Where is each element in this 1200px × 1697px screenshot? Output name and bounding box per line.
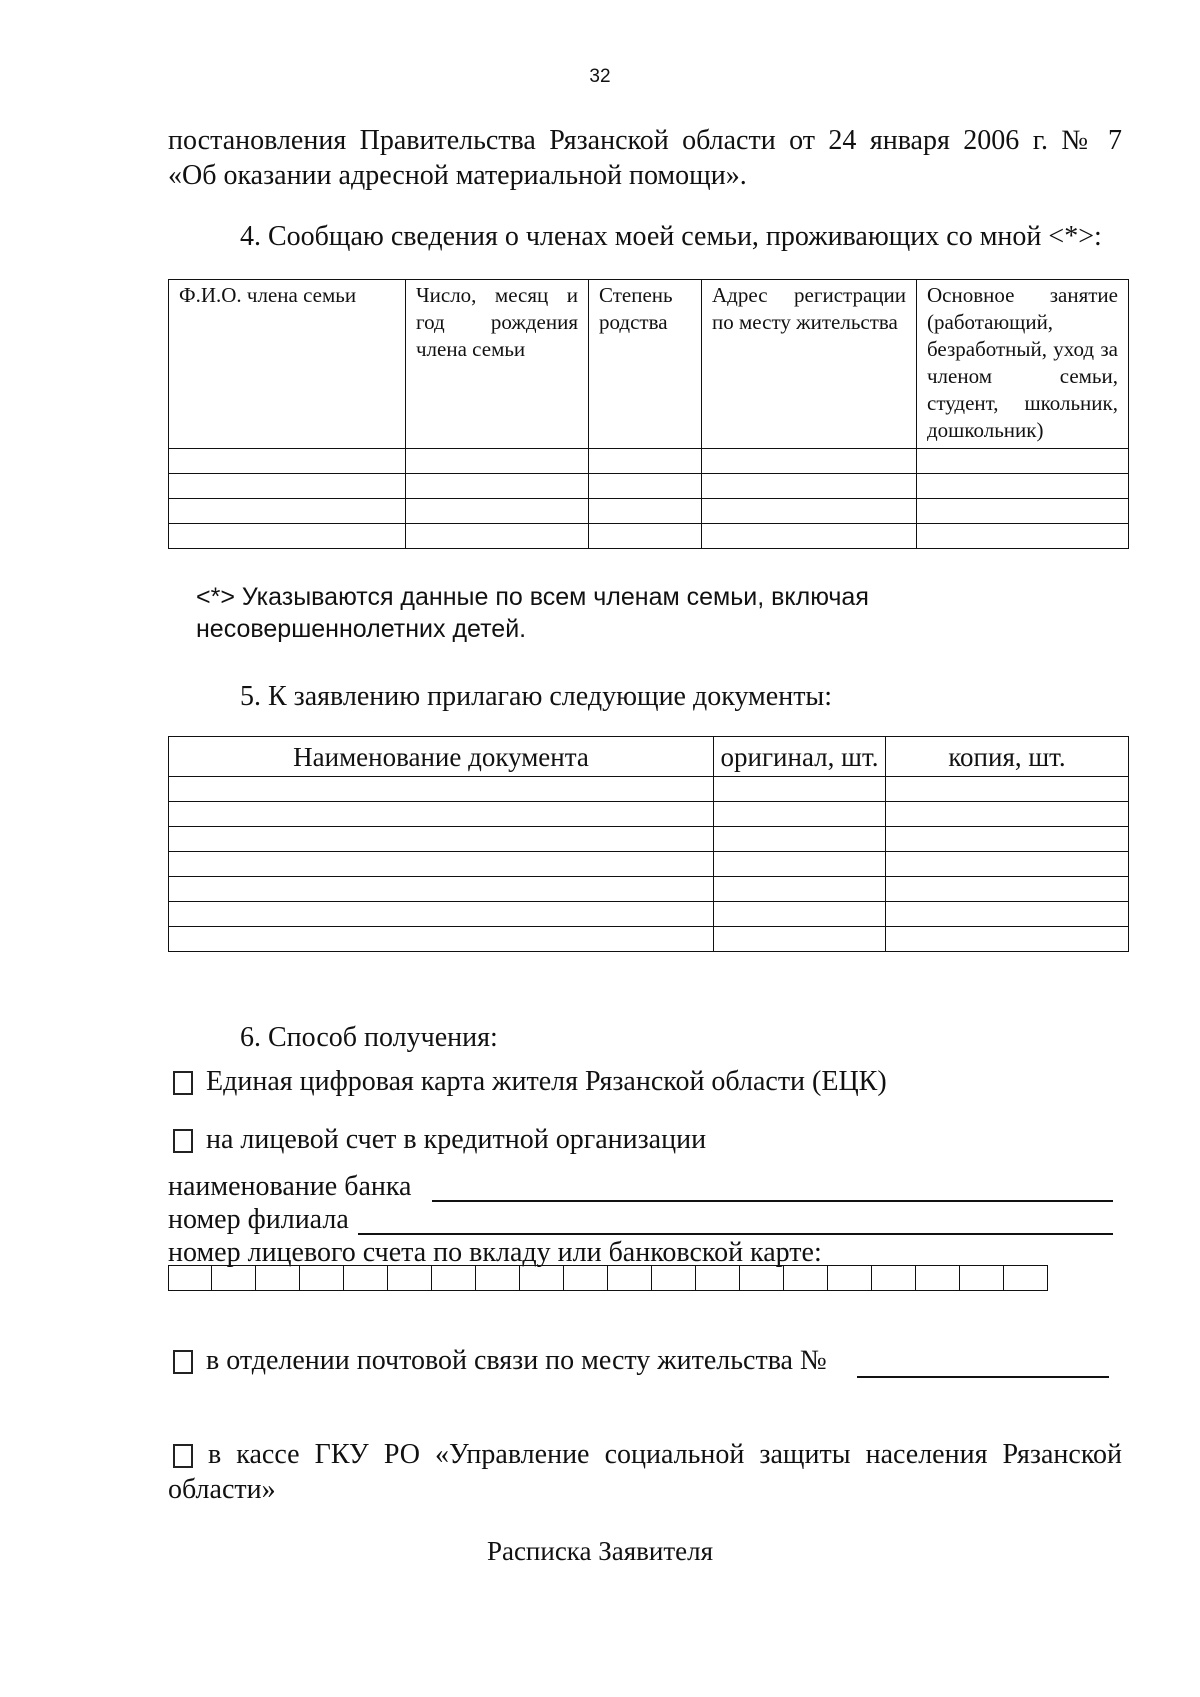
table-cell[interactable] <box>886 802 1129 827</box>
table-cell[interactable] <box>406 449 589 474</box>
table-cell[interactable] <box>406 474 589 499</box>
account-digit-box[interactable] <box>608 1265 652 1291</box>
column-header-copy-count: копия, шт. <box>886 737 1129 777</box>
account-digit-box[interactable] <box>916 1265 960 1291</box>
family-members-table <box>168 279 1129 549</box>
post-office-number-field[interactable] <box>857 1376 1109 1378</box>
table-row <box>169 524 1129 549</box>
table-row <box>169 902 1129 927</box>
table-row <box>169 827 1129 852</box>
section6-heading: 6. Способ получения: <box>240 1022 498 1053</box>
table-cell[interactable] <box>886 927 1129 952</box>
account-number-boxes <box>168 1265 1048 1291</box>
account-option-label: на лицевой счет в кредитной организации <box>206 1124 707 1155</box>
table-cell[interactable] <box>886 902 1129 927</box>
account-digit-box[interactable] <box>652 1265 696 1291</box>
table-cell[interactable] <box>169 449 406 474</box>
table-cell[interactable] <box>714 927 886 952</box>
table-cell[interactable] <box>169 777 714 802</box>
column-header-kinship: Степень родства <box>589 280 702 449</box>
table-cell[interactable] <box>589 524 702 549</box>
table-cell[interactable] <box>169 827 714 852</box>
bank-name-field[interactable] <box>432 1200 1113 1202</box>
account-digit-box[interactable] <box>564 1265 608 1291</box>
account-digit-box[interactable] <box>872 1265 916 1291</box>
table-row <box>169 449 1129 474</box>
account-digit-box[interactable] <box>784 1265 828 1291</box>
intro-line-2: «Об оказании адресной материальной помощи». <box>168 160 747 191</box>
account-number-label: номер лицевого счета по вкладу или банковской карте: <box>168 1237 822 1268</box>
table-cell[interactable] <box>406 499 589 524</box>
column-header-document-name: Наименование документа <box>169 737 714 777</box>
table-cell[interactable] <box>169 524 406 549</box>
account-digit-box[interactable] <box>520 1265 564 1291</box>
table-cell[interactable] <box>714 802 886 827</box>
cash-office-option-label: в кассе ГКУ РО «Управление социальной защиты населения Рязанской <box>208 1439 1122 1470</box>
table-cell[interactable] <box>714 827 886 852</box>
post-office-option-label: в отделении почтовой связи по месту жительства № <box>206 1345 827 1376</box>
table-cell[interactable] <box>169 877 714 902</box>
table-cell[interactable] <box>714 777 886 802</box>
intro-line-1: постановления Правительства Рязанской области от 24 января 2006 г. № 7 <box>168 125 1122 156</box>
table-cell[interactable] <box>169 852 714 877</box>
account-digit-box[interactable] <box>300 1265 344 1291</box>
account-digit-box[interactable] <box>388 1265 432 1291</box>
table-row <box>169 802 1129 827</box>
account-digit-box[interactable] <box>212 1265 256 1291</box>
account-digit-box[interactable] <box>740 1265 784 1291</box>
table-cell[interactable] <box>169 927 714 952</box>
branch-number-label: номер филиала <box>168 1204 349 1235</box>
table-cell[interactable] <box>589 474 702 499</box>
table-row <box>169 474 1129 499</box>
table-cell[interactable] <box>169 474 406 499</box>
column-header-address: Адрес регистрации по месту жительства <box>702 280 917 449</box>
section5-heading: 5. К заявлению прилагаю следующие документы: <box>240 681 833 712</box>
column-header-original-count: оригинал, шт. <box>714 737 886 777</box>
table-cell[interactable] <box>406 524 589 549</box>
branch-number-field[interactable] <box>358 1233 1113 1235</box>
table-cell[interactable] <box>714 902 886 927</box>
column-header-full-name: Ф.И.О. члена семьи <box>169 280 406 449</box>
table-cell[interactable] <box>589 449 702 474</box>
post-office-checkbox[interactable] <box>173 1350 193 1374</box>
table-cell[interactable] <box>714 877 886 902</box>
table-row <box>169 499 1129 524</box>
table-row <box>169 927 1129 952</box>
table-row <box>169 877 1129 902</box>
table-cell[interactable] <box>702 499 917 524</box>
account-digit-box[interactable] <box>344 1265 388 1291</box>
table-cell[interactable] <box>589 499 702 524</box>
table-cell[interactable] <box>917 474 1129 499</box>
table-cell[interactable] <box>702 524 917 549</box>
table-cell[interactable] <box>702 474 917 499</box>
table-cell[interactable] <box>169 802 714 827</box>
footnote-line-1: <*> Указываются данные по всем членам семьи, включая <box>196 583 869 611</box>
column-header-occupation: Основное занятие (работающий, безработный, уход за членом семьи, студент, школьник, дошкольник) <box>917 280 1129 449</box>
table-cell[interactable] <box>917 524 1129 549</box>
table-cell[interactable] <box>917 449 1129 474</box>
table-cell[interactable] <box>886 852 1129 877</box>
ecard-checkbox[interactable] <box>173 1071 193 1095</box>
table-cell[interactable] <box>169 902 714 927</box>
account-digit-box[interactable] <box>432 1265 476 1291</box>
account-digit-box[interactable] <box>256 1265 300 1291</box>
account-digit-box[interactable] <box>1004 1265 1048 1291</box>
account-digit-box[interactable] <box>828 1265 872 1291</box>
cash-office-checkbox[interactable] <box>173 1444 193 1468</box>
column-header-birth-date: Число, месяц и год рождения члена семьи <box>406 280 589 449</box>
documents-table <box>168 736 1129 952</box>
account-digit-box[interactable] <box>168 1265 212 1291</box>
table-row <box>169 777 1129 802</box>
section4-heading: 4. Сообщаю сведения о членах моей семьи, проживающих со мной <*>: <box>240 221 1102 252</box>
bank-name-label: наименование банка <box>168 1171 412 1202</box>
table-cell[interactable] <box>886 827 1129 852</box>
account-digit-box[interactable] <box>476 1265 520 1291</box>
documents-table-header <box>169 737 1129 777</box>
receipt-title: Расписка Заявителя <box>486 1536 714 1566</box>
table-cell[interactable] <box>714 852 886 877</box>
page-number: 32 <box>589 66 611 87</box>
table-cell[interactable] <box>917 499 1129 524</box>
table-row <box>169 852 1129 877</box>
table-cell[interactable] <box>886 777 1129 802</box>
family-table-header <box>169 280 1129 449</box>
footnote-line-2: несовершеннолетних детей. <box>196 615 527 643</box>
table-cell[interactable] <box>169 499 406 524</box>
table-cell[interactable] <box>886 877 1129 902</box>
account-digit-box[interactable] <box>960 1265 1004 1291</box>
table-cell[interactable] <box>702 449 917 474</box>
account-checkbox[interactable] <box>173 1129 193 1153</box>
ecard-option-label: Единая цифровая карта жителя Рязанской области (ЕЦК) <box>206 1066 887 1097</box>
cash-office-option-label-cont: области» <box>168 1474 276 1505</box>
account-digit-box[interactable] <box>696 1265 740 1291</box>
